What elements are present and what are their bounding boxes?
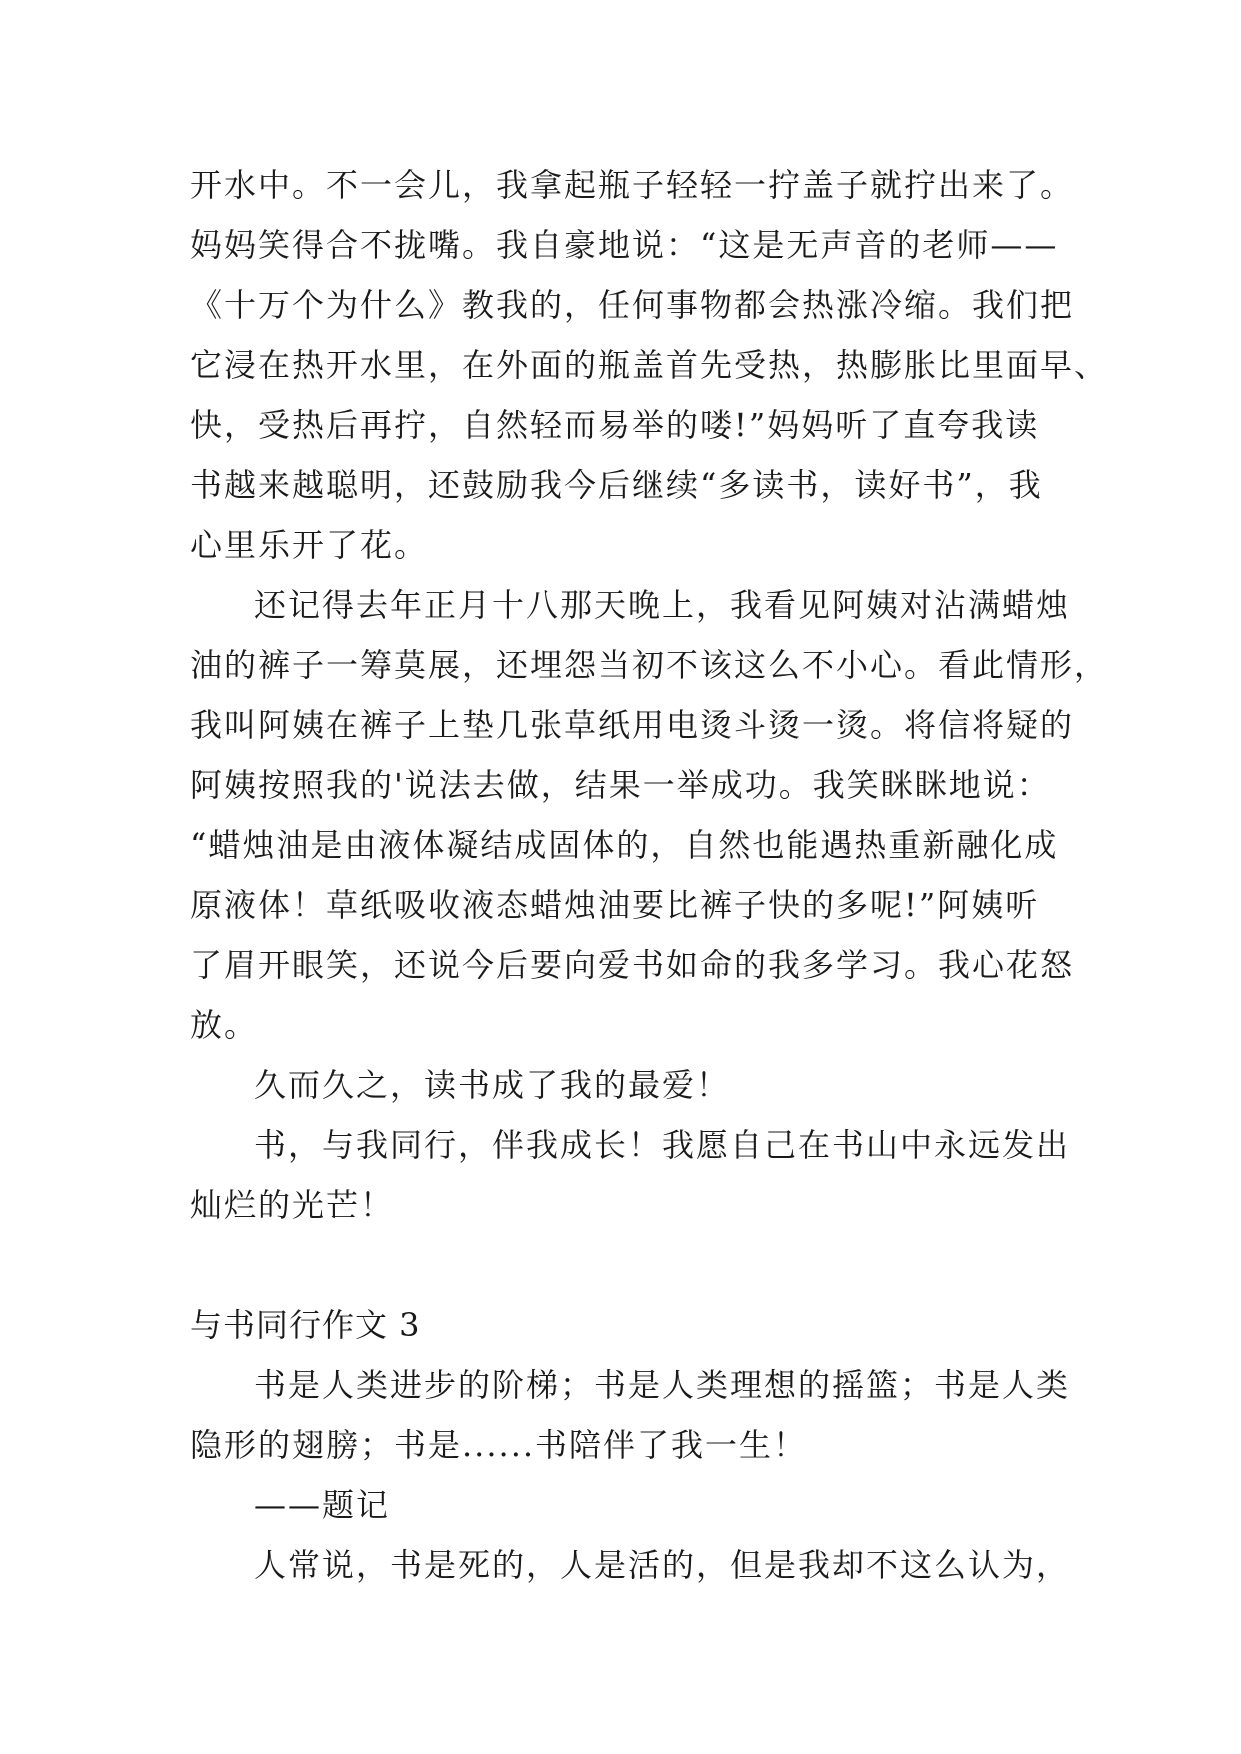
paragraph-4 <box>190 1115 1071 1235</box>
text-line: 隐形的翅膀；书是......书陪伴了我一生！ <box>190 1426 808 1464</box>
text-line: 油的裤子一筹莫展，还埋怨当初不该这么不小心。看此情形， <box>190 646 1109 684</box>
text-line: 灿烂的光芒！ <box>190 1186 395 1224</box>
paragraph-2 <box>190 575 1109 1055</box>
text-line: 《十万个为什么》教我的，任何事物都会热涨冷缩。我们把 <box>190 286 1075 324</box>
text-line: 书越来越聪明，还鼓励我今后继续“多读书，读好书”，我 <box>190 466 1043 504</box>
text-line: “蜡烛油是由液体凝结成固体的，自然也能遇热重新融化成 <box>190 826 1059 864</box>
paragraph-3 <box>190 1055 1060 1115</box>
text-line: 我叫阿姨在裤子上垫几张草纸用电烫斗烫一烫。将信将疑的 <box>190 706 1075 744</box>
text-line: 心里乐开了花。 <box>190 526 429 564</box>
text-line: 快，受热后再拧，自然轻而易举的喽!”妈妈听了直夸我读 <box>190 406 1040 444</box>
text-line: 了眉开眼笑，还说今后要向爱书如命的我多学习。我心花怒 <box>190 946 1075 984</box>
epigraph <box>190 1475 1060 1535</box>
text-line: 久而久之，读书成了我的最爱！ <box>254 1066 731 1104</box>
essay-body <box>190 155 1109 1595</box>
essay-heading: 与书同行作文 3 <box>190 1306 421 1344</box>
text-line: 书是人类进步的阶梯；书是人类理想的摇篮；书是人类 <box>254 1366 1071 1404</box>
text-line: 阿姨按照我的'说法去做，结果一举成功。我笑眯眯地说： <box>190 766 1051 804</box>
text-line: 它浸在热开水里，在外面的瓶盖首先受热，热膨胀比里面早、 <box>190 346 1109 384</box>
paragraph-6 <box>190 1535 1071 1595</box>
text-line: 放。 <box>190 1006 259 1044</box>
epigraph-line: ——题记 <box>254 1486 391 1524</box>
section-gap <box>190 1235 1060 1295</box>
text-line: 原液体！草纸吸收液态蜡烛油要比裤子快的多呢!”阿姨听 <box>190 886 1040 924</box>
paragraph-5 <box>190 1355 1071 1475</box>
text-line: 开水中。不一会儿，我拿起瓶子轻轻一拧盖子就拧出来了。 <box>190 166 1075 204</box>
text-line: 妈妈笑得合不拢嘴。我自豪地说：“这是无声音的老师—— <box>190 226 1059 264</box>
text-line: 书，与我同行，伴我成长！我愿自己在书山中永远发出 <box>254 1126 1071 1164</box>
text-line: 还记得去年正月十八那天晚上，我看见阿姨对沾满蜡烛 <box>254 586 1071 624</box>
text-line: 人常说，书是死的，人是活的，但是我却不这么认为， <box>254 1546 1071 1584</box>
paragraph-1 <box>190 155 1109 575</box>
